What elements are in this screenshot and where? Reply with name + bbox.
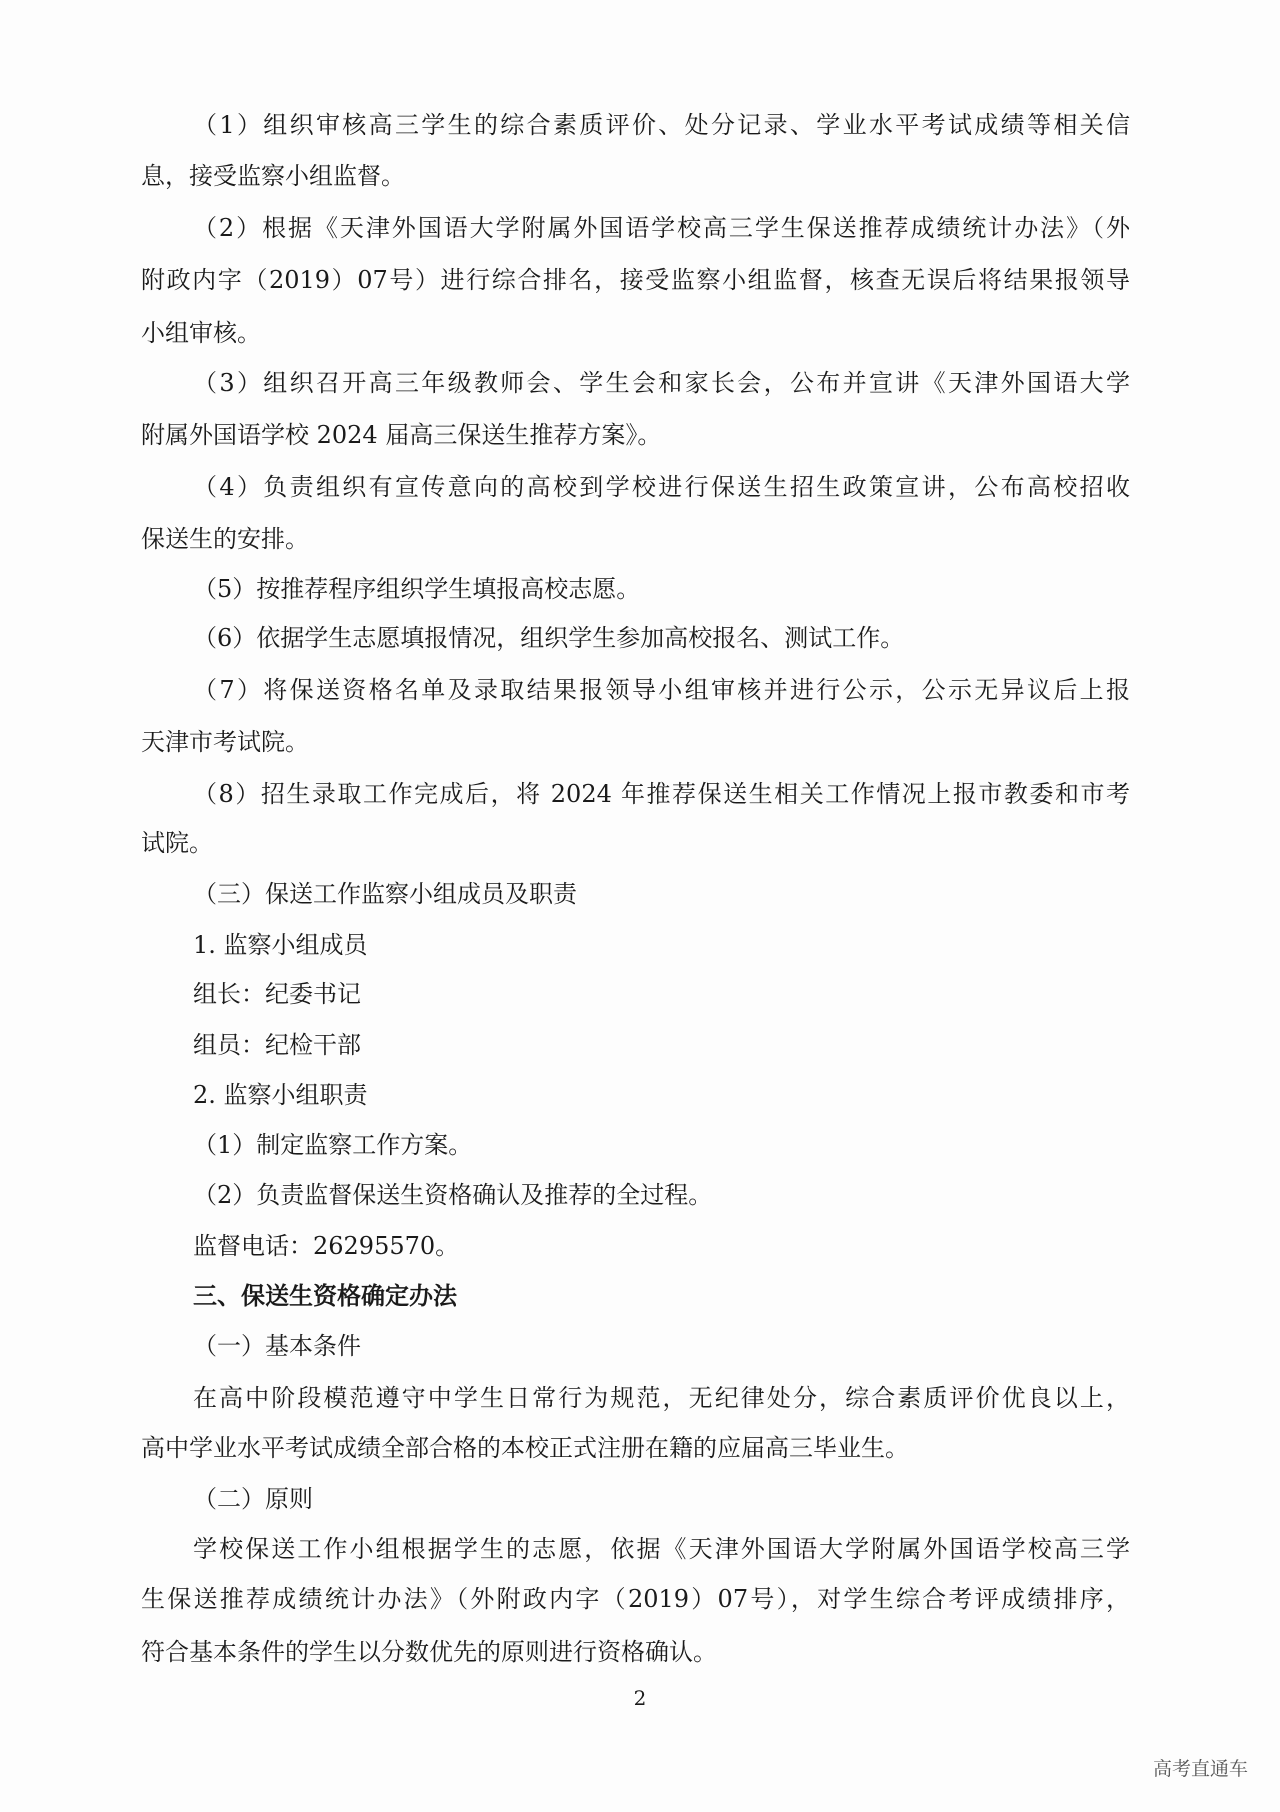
text-line: （二）原则: [193, 1485, 313, 1513]
text-line: 1. 监察小组成员: [193, 931, 368, 959]
text-line: 附政内字（2019）07号）进行综合排名，接受监察小组监督，核查无误后将结果报领导: [141, 266, 1130, 294]
text-line: 生保送推荐成绩统计办法》（外附政内字（2019）07号），对学生综合考评成绩排序，: [141, 1585, 1130, 1613]
text-line: 2. 监察小组职责: [193, 1081, 368, 1109]
text-line: 试院。: [141, 829, 213, 857]
text-line: 小组审核。: [141, 319, 261, 347]
text-line: （1）制定监察工作方案。: [193, 1131, 473, 1159]
text-line: （2）根据《天津外国语大学附属外国语学校高三学生保送推荐成绩统计办法》（外: [193, 214, 1130, 242]
text-line: 保送生的安排。: [141, 525, 309, 553]
text-line: （一）基本条件: [193, 1332, 361, 1360]
text-line: 学校保送工作小组根据学生的志愿，依据《天津外国语大学附属外国语学校高三学: [193, 1535, 1130, 1563]
text-line: （三）保送工作监察小组成员及职责: [193, 880, 577, 908]
text-line: 天津市考试院。: [141, 728, 309, 756]
text-line: （2）负责监督保送生资格确认及推荐的全过程。: [193, 1181, 713, 1209]
text-line: 在高中阶段模范遵守中学生日常行为规范，无纪律处分，综合素质评价优良以上，: [193, 1384, 1130, 1412]
text-line: （6）依据学生志愿填报情况，组织学生参加高校报名、测试工作。: [193, 624, 905, 652]
text-line: 息，接受监察小组监督。: [141, 162, 405, 190]
watermark: 高考直通车: [1152, 1758, 1248, 1780]
text-line: （7）将保送资格名单及录取结果报领导小组审核并进行公示，公示无异议后上报: [193, 676, 1130, 704]
text-line: （3）组织召开高三年级教师会、学生会和家长会，公布并宣讲《天津外国语大学: [193, 369, 1130, 397]
text-line: （5）按推荐程序组织学生填报高校志愿。: [193, 575, 641, 603]
section-heading: 三、保送生资格确定办法: [193, 1281, 457, 1310]
text-line: （1）组织审核高三学生的综合素质评价、处分记录、学业水平考试成绩等相关信: [193, 111, 1130, 139]
text-line: 附属外国语学校 2024 届高三保送生推荐方案》。: [141, 421, 662, 449]
text-line: 组长：纪委书记: [193, 980, 361, 1008]
text-line: 高中学业水平考试成绩全部合格的本校正式注册在籍的应届高三毕业生。: [141, 1434, 909, 1462]
text-line: 监督电话：26295570。: [193, 1232, 460, 1260]
text-line: （8）招生录取工作完成后，将 2024 年推荐保送生相关工作情况上报市教委和市考: [193, 780, 1130, 808]
text-line: 组员：纪检干部: [193, 1031, 361, 1059]
text-line: 符合基本条件的学生以分数优先的原则进行资格确认。: [141, 1638, 717, 1666]
text-line: （4）负责组织有宣传意向的高校到学校进行保送生招生政策宣讲，公布高校招收: [193, 473, 1130, 501]
page-number: 2: [633, 1686, 647, 1710]
